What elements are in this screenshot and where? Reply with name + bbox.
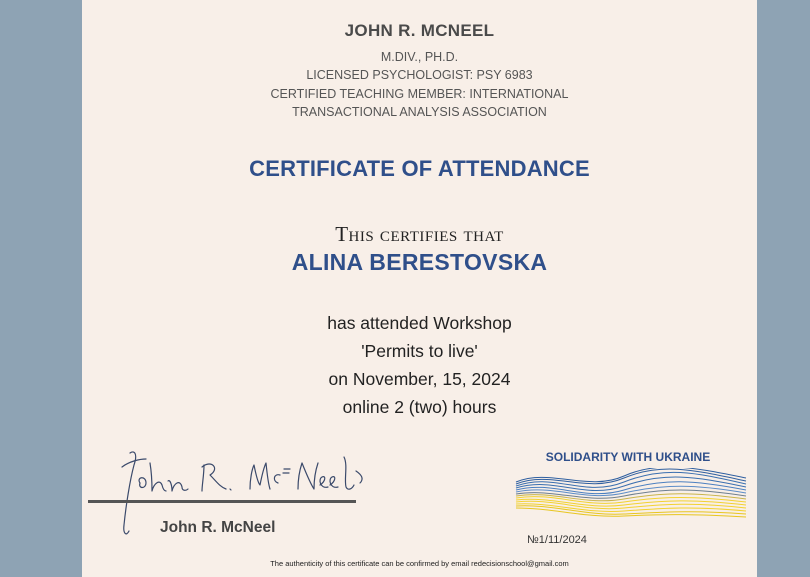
workshop-name: 'Permits to live' <box>361 341 478 361</box>
issuer-association: TRANSACTIONAL ANALYSIS ASSOCIATION <box>292 105 547 119</box>
solidarity-label: SOLIDARITY WITH UKRAINE <box>545 450 711 464</box>
issuer-membership: CERTIFIED TEACHING MEMBER: INTERNATIONAL <box>270 87 569 101</box>
recipient-name: ALINA BERESTOVSKA <box>291 249 548 275</box>
attendance-line: has attended Workshop <box>327 313 512 333</box>
certificate-number: №1/11/2024 <box>527 534 587 546</box>
signatory-name: John R. McNeel <box>160 519 276 536</box>
certifies-text: This certifies that <box>335 222 504 246</box>
ukraine-flag-wave-icon <box>514 468 748 520</box>
workshop-date: on November, 15, 2024 <box>328 369 511 389</box>
issuer-degree: M.DIV., PH.D. <box>380 50 459 64</box>
certificate-title: CERTIFICATE OF ATTENDANCE <box>249 156 590 181</box>
authenticity-note: The authenticity of this certificate can be confirmed by email redecisionschool@gmail.com <box>270 559 569 568</box>
issuer-name: JOHN R. MCNEEL <box>344 21 495 40</box>
signature-line <box>88 500 356 503</box>
workshop-duration: online 2 (two) hours <box>342 397 497 417</box>
certificate <box>82 0 757 577</box>
issuer-license: LICENSED PSYCHOLOGIST: PSY 6983 <box>306 68 533 82</box>
